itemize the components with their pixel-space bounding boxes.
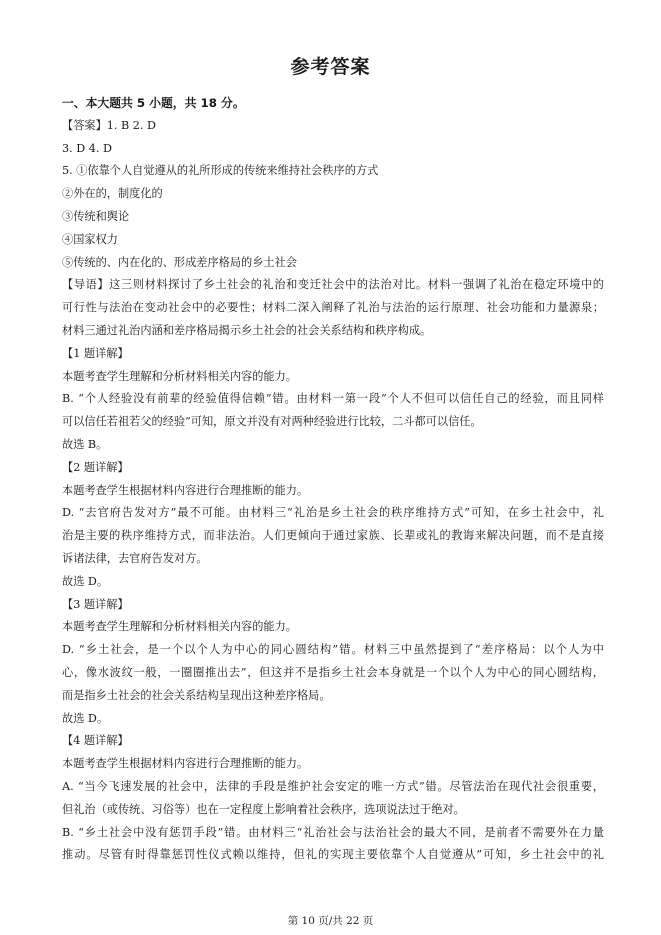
answer-line: 5. ①依靠个人自觉遵从的礼所形成的传统来维持社会秩序的方式 [62, 164, 379, 178]
guide-paragraph-line: 【导语】这三则材料探讨了乡土社会的礼治和变迁社会中的法治对比。材料一强调了礼治在稳定环境中的 [62, 278, 604, 292]
explanation-line: 推动。尽管有时得靠惩罚性仪式赖以维持，但礼的实现主要依靠个人自觉遵从”可知，乡土社会中的礼 [62, 848, 604, 862]
answer-line: ④国家权力 [62, 232, 118, 246]
explanation-line: B. “乡土社会中没有惩罚手段”错。由材料三“礼治社会与法治社会的最大不同，是前者不需要外在力量 [62, 825, 604, 839]
explanation-line: A. “当今飞速发展的社会中，法律的手段是维护社会安定的唯一方式”错。尽管法治在现代社会很重要， [62, 779, 604, 793]
guide-paragraph-line: 材料三通过礼治内涵和差序格局揭示乡土社会的社会关系结构和秩序构成。 [62, 323, 432, 337]
conclusion-line: 故选 D。 [62, 711, 109, 725]
conclusion-line: 故选 B。 [62, 437, 108, 451]
explanation-line: 本题考查学生根据材料内容进行合理推断的能力。 [62, 757, 309, 771]
answer-line: ②外在的，制度化的 [62, 187, 163, 201]
explanation-line: 诉诸法律，去官府告发对方。 [62, 551, 208, 565]
explanation-line: D. “去官府告发对方”最不可能。由材料三“礼治是乡土社会的秩序维持方式”可知，在乡土社会中，礼 [62, 506, 604, 520]
guide-paragraph-line: 可行性与法治在变动社会中的必要性；材料二深入阐释了礼治与法治的运行原理、社会功能和力量源泉； [62, 301, 604, 315]
explanation-line: 可以信任若祖若父的经验”可知，原文并没有对两种经验进行比较，二斗都可以信任。 [62, 415, 482, 429]
question-heading: 【2 题详解】 [62, 460, 129, 474]
question-heading: 【1 题详解】 [62, 346, 129, 360]
explanation-line: 本题考查学生理解和分析材料相关内容的能力。 [62, 620, 297, 634]
answer-line: 【答案】1. B 2. D [62, 118, 156, 132]
section-heading: 一、本大题共 5 小题，共 18 分。 [62, 96, 245, 110]
explanation-line: 本题考查学生理解和分析材料相关内容的能力。 [62, 369, 297, 383]
explanation-line: B. “个人经验没有前辈的经验值得信赖”错。由材料一第一段“个人不但可以信任自己的经验，而且同样 [62, 392, 604, 406]
explanation-line: 心，像水波纹一般，一圈圈推出去”，但这并不是指乡土社会本身就是一个以个人为中心的同心圆结构， [62, 665, 604, 679]
explanation-line: 治是主要的秩序维持方式，而非法治。人们更倾向于通过家族、长辈或礼的教诲来解决问题，而不是直接 [62, 529, 604, 543]
answer-line: 3. D 4. D [62, 141, 112, 155]
answer-line: ⑤传统的、内在化的、形成差序格局的乡土社会 [62, 255, 297, 269]
explanation-line: 而是指乡土社会的社会关系结构呈现出这种差序格局。 [62, 688, 331, 702]
conclusion-line: 故选 D。 [62, 574, 109, 588]
explanation-line: 本题考查学生根据材料内容进行合理推断的能力。 [62, 483, 309, 497]
explanation-line: 但礼治（或传统、习俗等）也在一定程度上影响着社会秩序，选项说法过于绝对。 [62, 802, 465, 816]
question-heading: 【3 题详解】 [62, 597, 129, 611]
page-number-footer: 第 10 页/共 22 页 [287, 915, 374, 927]
question-heading: 【4 题详解】 [62, 734, 129, 748]
page-title: 参考答案 [290, 56, 371, 78]
document-body [62, 92, 604, 867]
answer-line: ③传统和舆论 [62, 209, 130, 223]
explanation-line: D. “乡土社会，是一个以个人为中心的同心圆结构”错。材料三中虽然提到了“差序格局：以个人为中 [62, 643, 604, 657]
